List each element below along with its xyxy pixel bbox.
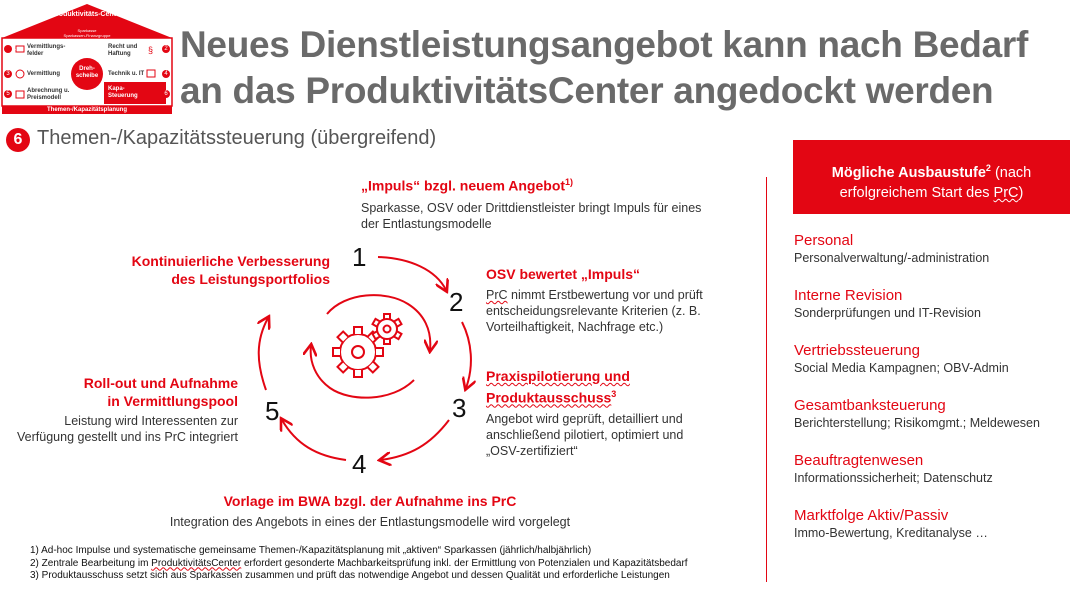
sidebar-item-title: Personal: [794, 232, 854, 249]
step-2-text-1: [486, 287, 746, 303]
logo-sub2: Sparkassen-Finanzgruppe: [63, 33, 111, 38]
step-2-heading: OSV bewertet „Impuls“: [486, 266, 641, 282]
footnote-2-b: ProduktivitätsCenter: [151, 557, 242, 569]
step-1-block: [361, 173, 741, 232]
step-3-heading-1-text: Praxispilotierung und: [486, 368, 630, 384]
sidebar-item-personal: [794, 232, 989, 266]
step-2-text-3: Vorteilhaftigkeit, Nachfrage etc.): [486, 320, 664, 334]
cycle-arrow-2-3: [462, 322, 471, 388]
box-rest: (nach: [990, 164, 1032, 181]
footnote-3: 3) Produktausschuss setzt sich aus Sparkassen zusammen und prüft das notwendige Angebot und dessen Qualität und erforderliche Leistungen: [30, 570, 670, 581]
step-number-1: 1: [352, 242, 367, 272]
step-number-3: 3: [452, 393, 467, 423]
step-5-heading-2: in Vermittlungspool: [107, 393, 238, 409]
sidebar-item-title: Marktfolge Aktiv/Passiv: [794, 507, 949, 524]
sidebar-item-beauftragte: [794, 452, 993, 486]
step-5-text-1: Leistung wird Interessenten zur: [64, 414, 238, 428]
step-4-block: [120, 492, 620, 530]
title-line-1: Neues Dienstleistungsangebot kann nach Bedarf: [180, 24, 1028, 65]
footnote-2-c: erfordert gesonderte Machbarkeitsprüfung inkl. der Ermittlung von Potenzialen und Kapazitätsbedarf: [241, 557, 688, 569]
step-5-block: [10, 374, 238, 445]
sidebar-item-sub: Sonderprüfungen und IT-Revision: [794, 306, 981, 320]
productivity-center-logo: [0, 2, 175, 114]
logo-cell-label: Technik u. IT: [108, 71, 145, 77]
page-title: [180, 22, 1060, 114]
step-2-block: [486, 265, 746, 335]
box-line-2: [793, 183, 1070, 203]
logo-footer: Themen-/Kapazitätsplanung: [46, 107, 127, 113]
logo-num: 2: [164, 46, 168, 52]
step-1-heading: [361, 173, 741, 195]
logo-cell-label: Kapa-Steuerung: [108, 86, 138, 99]
cycle-arrow-3-4: [381, 420, 449, 460]
step-3-heading-1: [486, 367, 746, 385]
step-1-footnote-ref: 1): [565, 177, 574, 187]
box-end: ): [1018, 184, 1024, 201]
logo-hub: Dreh-scheibe: [75, 66, 99, 79]
box-prc: PrC: [993, 184, 1019, 201]
logo-num: 1: [12, 46, 17, 52]
sidebar-item-title: Vertriebssteuerung: [794, 342, 920, 359]
sidebar-item-vertrieb: [794, 342, 1009, 376]
sidebar-item-sub: Personalverwaltung/-administration: [794, 251, 990, 265]
svg-text:§: §: [148, 45, 154, 55]
sidebar-item-sub: Informationssicherheit; Datenschutz: [794, 471, 993, 485]
section-title: Themen-/Kapazitätssteuerung (übergreifend): [37, 127, 437, 149]
step-3-text-3: „OSV-zertifiziert“: [486, 443, 578, 458]
logo-num: 3: [6, 71, 10, 77]
step-3-text-2: anschließend pilotiert, optimiert und: [486, 427, 684, 442]
cycle-arrow-4-5: [282, 420, 346, 460]
improvement-block: [60, 252, 330, 288]
logo-header: Produktivitäts-Center: [51, 11, 123, 18]
step-5-text-2: Verfügung gestellt und ins PrC integriert: [17, 430, 238, 444]
step-4-text: Integration des Angebots in eines der Entlastungsmodelle wird vorgelegt: [169, 515, 571, 529]
box-line-2-text: erfolgreichem Start des: [839, 184, 994, 201]
step-2-text-2: entscheidungsrelevante Kriterien (z. B.: [486, 304, 701, 318]
footnote-2-a: 2) Zentrale Bearbeitung im: [30, 557, 152, 569]
logo-num: 4: [164, 71, 168, 77]
logo-num: 6: [164, 91, 168, 97]
sidebar-item-sub: Immo-Bewertung, Kreditanalyse …: [794, 526, 988, 540]
sidebar-item-title: Gesamtbanksteuerung: [794, 397, 946, 414]
sidebar-item-gesamtbank: [794, 397, 1040, 431]
sidebar-item-marktfolge: [794, 507, 988, 541]
sidebar-item-revision: [794, 287, 981, 321]
step-2-prc: PrC: [486, 288, 508, 302]
sidebar-item-title: Interne Revision: [794, 287, 903, 304]
footnote-1: 1) Ad-hoc Impulse und systematische gemeinsame Themen-/Kapazitätsplanung mit „aktiven“ Sparkassen (jährlich/halbjährlich): [30, 545, 592, 556]
logo-cell-label: Vermittlung: [27, 71, 61, 77]
logo-sub1: Sparkasse: [77, 28, 97, 33]
step-number-4: 4: [352, 449, 367, 479]
improvement-line-1: Kontinuierliche Verbesserung: [131, 253, 330, 269]
sidebar-item-title: Beauftragtenwesen: [794, 452, 924, 469]
step-5-heading-1: Roll-out und Aufnahme: [83, 375, 238, 391]
logo-num: 5: [6, 91, 10, 97]
logo-cell-label: Vermittlungs-felder: [27, 44, 66, 57]
expansion-stage-box: [793, 140, 1070, 214]
step-number-5: 5: [265, 396, 280, 426]
box-footnote-ref: 2: [985, 163, 991, 173]
sidebar-item-sub: Berichterstellung; Risikomgmt.; Meldewesen: [794, 416, 1040, 430]
cycle-arrow-1-2: [378, 257, 446, 290]
step-3-footnote-ref: 3: [611, 389, 617, 399]
step-3-heading-2-text: Produktausschuss: [486, 389, 612, 406]
divider-line: [766, 177, 767, 582]
box-bold: Mögliche Ausbaustufe: [831, 164, 986, 181]
section-number-badge: 6: [6, 128, 30, 152]
footnote-2: [30, 558, 770, 571]
step-1-heading-text: „Impuls“ bzgl. neuem Angebot: [361, 177, 566, 194]
step-1-text-1: Sparkasse, OSV oder Drittdienstleister bringt Impuls für eines: [361, 200, 702, 215]
sidebar-item-sub: Social Media Kampagnen; OBV-Admin: [794, 361, 1009, 375]
step-3-text-1: Angebot wird geprüft, detailliert und: [486, 411, 683, 426]
logo-cell-label: Abrechnung u. Preismodell: [27, 88, 70, 101]
step-number-2: 2: [449, 287, 464, 317]
step-2-text-1-rest: nimmt Erstbewertung vor und prüft: [507, 288, 703, 302]
logo-cell-label: Recht und Haftung: [108, 44, 138, 57]
step-3-heading-2: [486, 385, 746, 407]
improvement-line-2: des Leistungsportfolios: [171, 271, 330, 287]
step-3-block: [486, 367, 746, 459]
title-line-2: an das ProduktivitätsCenter angedockt werden: [180, 70, 994, 111]
footnotes: [30, 545, 770, 583]
step-1-text-2: der Entlastungsmodelle: [361, 216, 492, 231]
cycle-arrow-5-1: [259, 318, 268, 390]
box-line-1: [793, 158, 1070, 183]
step-4-heading: Vorlage im BWA bzgl. der Aufnahme ins PrC: [223, 493, 517, 509]
